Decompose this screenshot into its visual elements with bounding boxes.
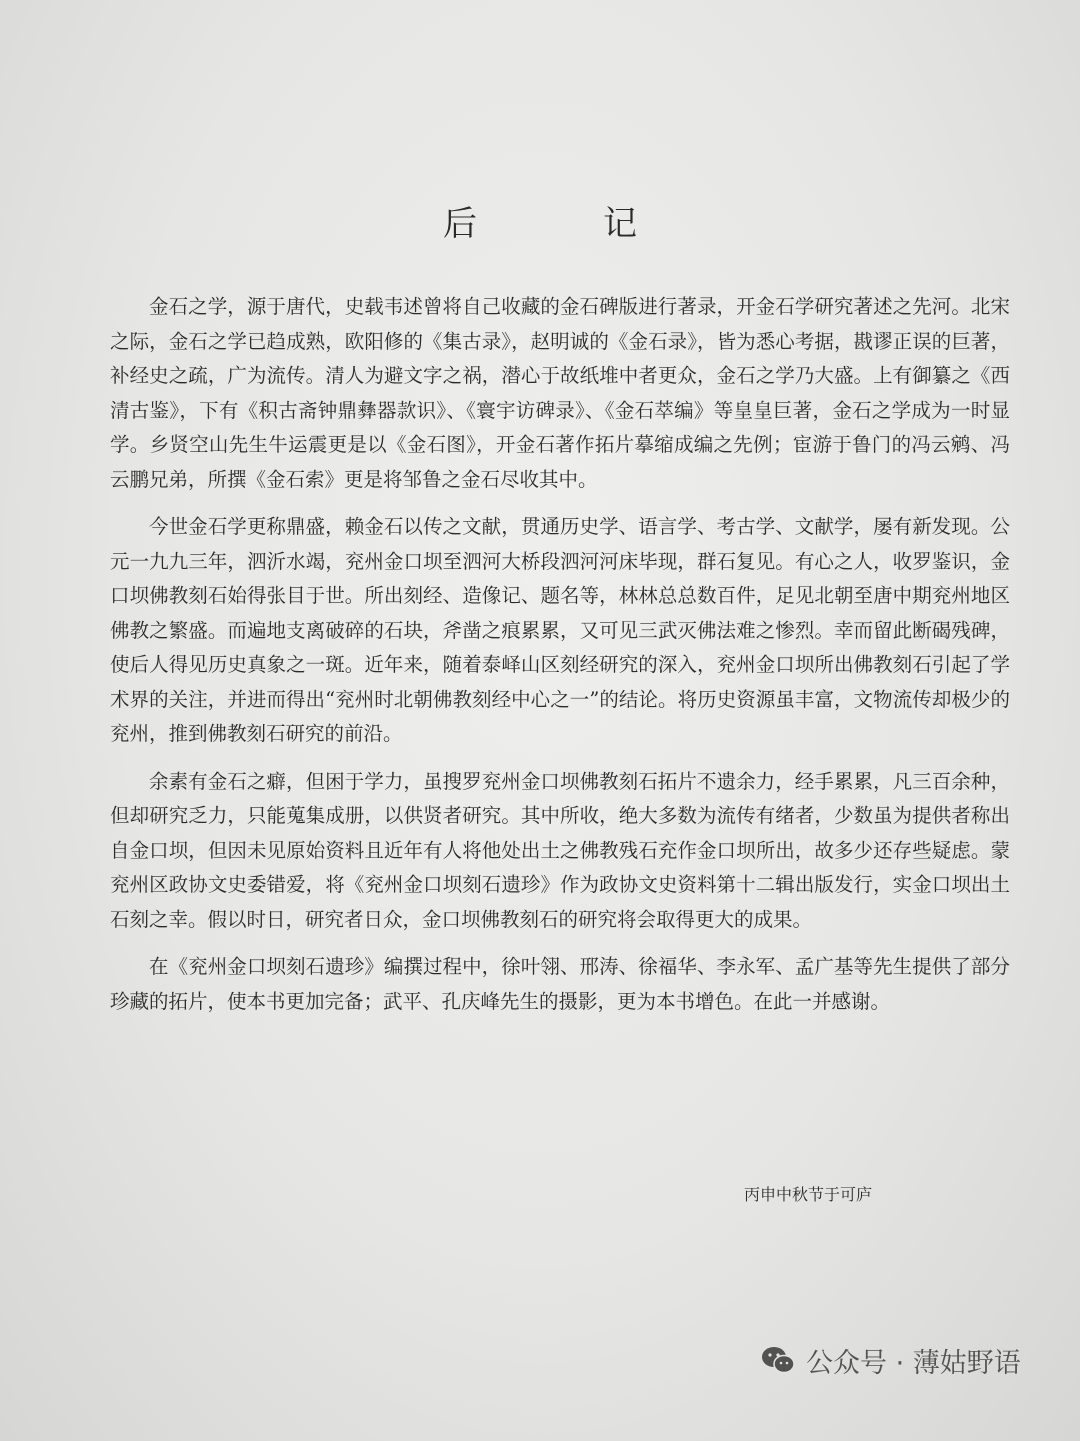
article-body [110, 290, 1010, 1032]
wechat-icon [760, 1345, 796, 1375]
watermark-text: 公众号 · 薄姑野语 [806, 1347, 1021, 1379]
watermark [760, 1338, 1021, 1382]
paragraph: 余素有金石之癖，但困于学力，虽搜罗兖州金口坝佛教刻石拓片不遗余力，经手累累，凡三百余种，但却研究乏力，只能蒐集成册，以供贤者研究。其中所收，绝大多数为流传有绪者，少数虽为提供者称出自金口坝，但因未见原始资料且近年有人将他处出土之佛教残石充作金口坝所出，故多少还存些疑虑。蒙兖州区政协文史委错爱，将《兖州金口坝刻石遗珍》作为政协文史资料第十二辑出版发行，实金口坝出土石刻之幸。假以时日，研究者日众，金口坝佛教刻石的研究将会取得更大的成果。 [110, 769, 1010, 931]
paragraph: 金石之学，源于唐代，史载韦述曾将自己收藏的金石碑版进行著录，开金石学研究著述之先河。北宋之际，金石之学已趋成熟，欧阳修的《集古录》，赵明诚的《金石录》，皆为悉心考据，戡谬正误的巨著，补经史之疏，广为流传。清人为避文字之祸，潜心于故纸堆中者更众，金石之学乃大盛。上有御纂之《西清古鉴》，下有《积古斋钟鼎彝器款识》、《寰宇访碑录》、《金石萃编》等皇皇巨著，金石之学成为一时显学。乡贤空山先生牛运震更是以《金石图》，开金石著作拓片摹缩成编之先例；宦游于鲁门的冯云鹓、冯云鹏兄弟，所撰《金石索》更是将邹鲁之金石尽收其中。 [110, 295, 1010, 491]
paragraph: 今世金石学更称鼎盛，赖金石以传之文献，贯通历史学、语言学、考古学、文献学，屡有新发现。公元一九九三年，泗沂水竭，兖州金口坝至泗河大桥段泗河河床毕现，群石复见。有心之人，收罗鉴识，金口坝佛教刻石始得张目于世。所出刻经、造像记、题名等，林林总总数百件，足见北朝至唐中期兖州地区佛教之繁盛。而遍地支离破碎的石块，斧凿之痕累累，又可见三武灭佛法难之惨烈。幸而留此断碣残碑，使后人得见历史真象之一斑。近年来，随着泰峄山区刻经研究的深入，兖州金口坝所出佛教刻石引起了学术界的关注，并进而得出“兖州时北朝佛教刻经中心之一”的结论。将历史资源虽丰富，文物流传却极少的兖州，推到佛教刻石研究的前沿。 [110, 515, 1010, 745]
page-title: 后 记 [443, 204, 683, 244]
signature-date: 丙申中秋节于可庐 [744, 1185, 873, 1204]
paragraph: 在《兖州金口坝刻石遗珍》编撰过程中，徐叶翎、邢涛、徐福华、李永军、孟广基等先生提供了部分珍藏的拓片，使本书更加完备；武平、孔庆峰先生的摄影，更为本书增色。在此一并感谢。 [110, 955, 1010, 1013]
